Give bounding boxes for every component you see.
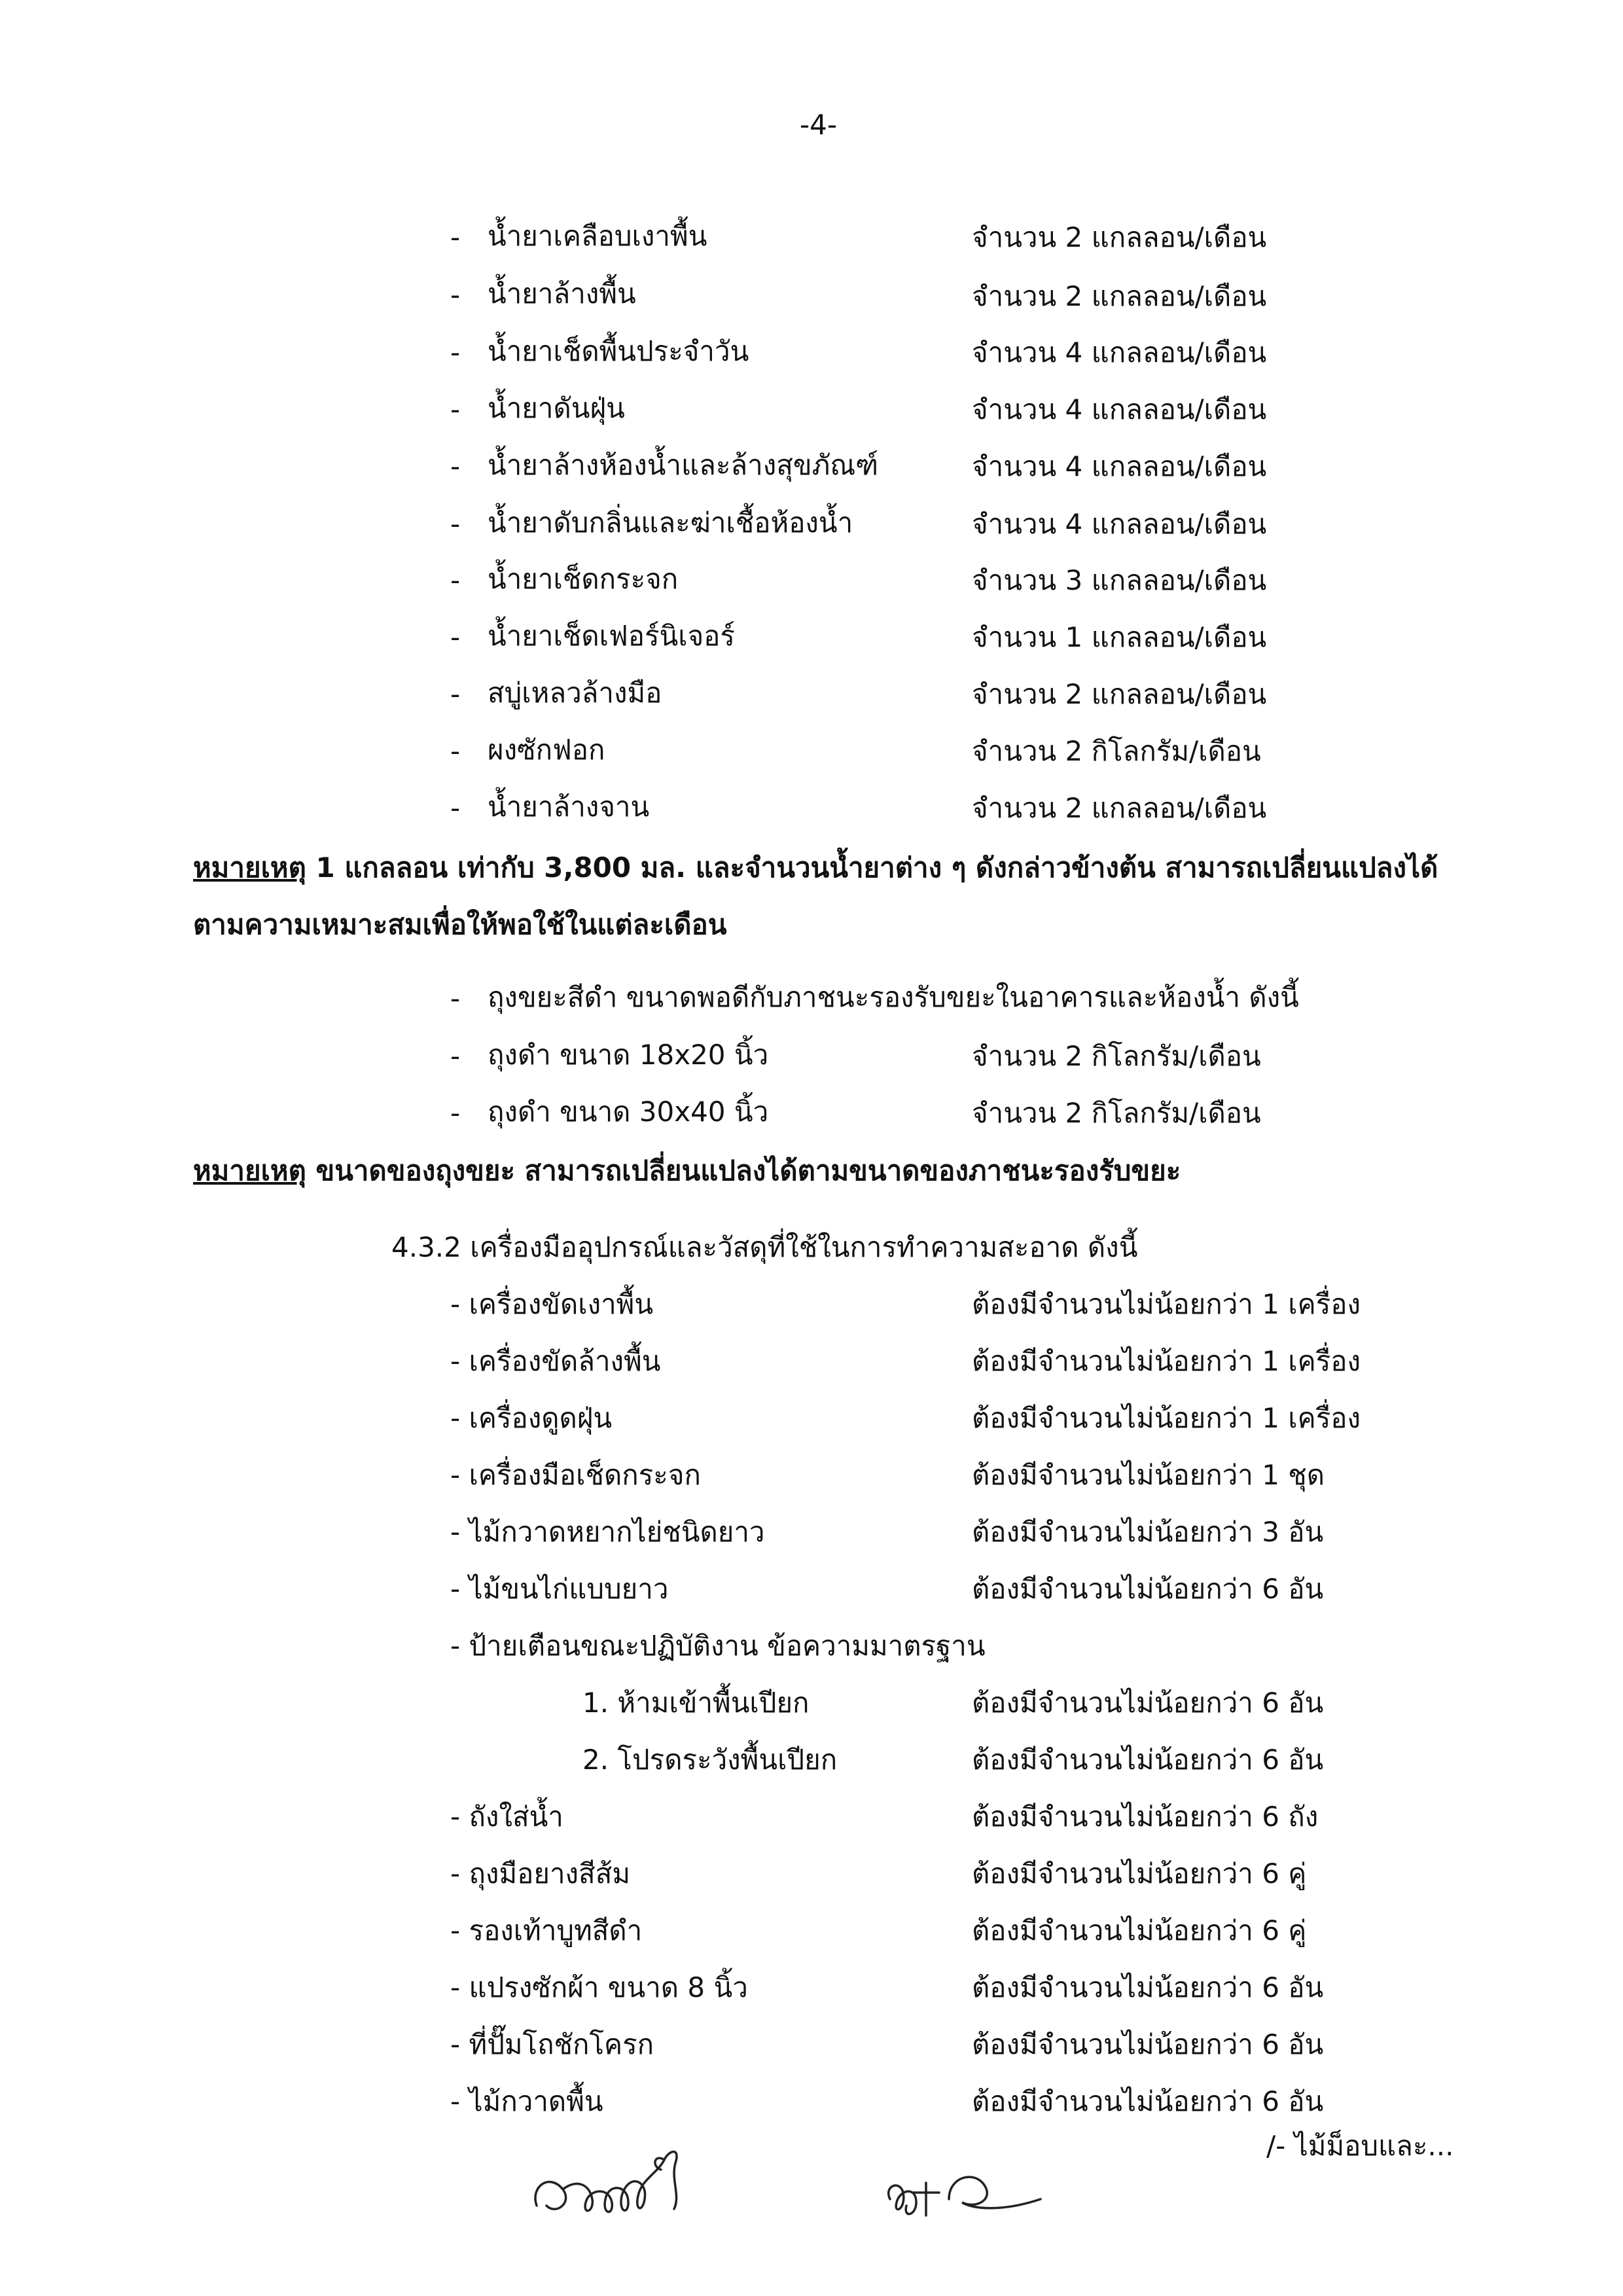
chemical-name: น้ำยาเช็ดกระจก: [488, 563, 679, 595]
chemical-quantity: จำนวน 2 แกลลอน/เดือน: [972, 678, 1267, 710]
sign-name: 1. ห้ามเข้าพื้นเปียก: [582, 1687, 810, 1719]
chemical-name: น้ำยาดับกลิ่นและฆ่าเชื้อห้องน้ำ: [488, 507, 853, 539]
page-number: -4-: [800, 109, 838, 141]
list-dash: -: [450, 1097, 461, 1129]
chemical-quantity: จำนวน 4 แกลลอน/เดือน: [972, 508, 1267, 540]
tool-quantity: ต้องมีจำนวนไม่น้อยกว่า 6 คู่: [972, 1914, 1307, 1946]
chemical-quantity: จำนวน 2 กิโลกรัม/เดือน: [972, 735, 1261, 767]
tool-name: - เครื่องขัดเงาพื้น: [450, 1288, 654, 1320]
chemical-name: น้ำยาเคลือบเงาพื้น: [488, 220, 707, 252]
chemical-quantity: จำนวน 4 แกลลอน/เดือน: [972, 336, 1267, 368]
tool-quantity: ต้องมีจำนวนไม่น้อยกว่า 6 อัน: [972, 2028, 1324, 2060]
continuation-text: /- ไม้ม็อบและ...: [1266, 2130, 1454, 2162]
list-dash: -: [450, 621, 461, 653]
list-dash: -: [450, 678, 461, 710]
chemical-name: สบู่เหลวล้างมือ: [488, 677, 662, 709]
tool-quantity: ต้องมีจำนวนไม่น้อยกว่า 6 อัน: [972, 1971, 1324, 2003]
tool-quantity: ต้องมีจำนวนไม่น้อยกว่า 1 เครื่อง: [972, 1288, 1361, 1320]
tool-name: - รองเท้าบูทสีดำ: [450, 1914, 643, 1946]
chemical-name: น้ำยาล้างพื้น: [488, 278, 636, 310]
signs-heading: - ป้ายเตือนขณะปฏิบัติงาน ข้อความมาตรฐาน: [450, 1630, 986, 1662]
chemical-name: น้ำยาดันฝุ่น: [488, 392, 625, 424]
tool-name: - เครื่องดูดฝุ่น: [450, 1402, 613, 1434]
list-dash: -: [450, 982, 461, 1014]
list-dash: -: [450, 792, 461, 824]
sign-quantity: ต้องมีจำนวนไม่น้อยกว่า 6 อัน: [972, 1744, 1324, 1776]
list-dash: -: [450, 564, 461, 596]
tool-name: - เครื่องมือเช็ดกระจก: [450, 1459, 701, 1491]
tool-name: - แปรงซักผ้า ขนาด 8 นิ้ว: [450, 1971, 748, 2003]
bag-quantity: จำนวน 2 กิโลกรัม/เดือน: [972, 1040, 1261, 1072]
list-dash: -: [450, 221, 461, 253]
tool-name: - ไม้กวาดพื้น: [450, 2085, 603, 2117]
chemical-quantity: จำนวน 2 แกลลอน/เดือน: [972, 792, 1267, 824]
tool-name: - ที่ปั๊มโถชักโครก: [450, 2028, 654, 2060]
note-bags: [193, 1157, 1181, 1185]
tool-quantity: ต้องมีจำนวนไม่น้อยกว่า 1 เครื่อง: [972, 1345, 1361, 1377]
tool-quantity: ต้องมีจำนวนไม่น้อยกว่า 3 อัน: [972, 1516, 1324, 1548]
signature-2: [877, 2153, 1060, 2232]
tool-name: - ถุงมือยางสีส้ม: [450, 1857, 631, 1890]
bags-intro: ถุงขยะสีดำ ขนาดพอดีกับภาชนะรองรับขยะในอาคารและห้องน้ำ ดังนี้: [488, 981, 1299, 1013]
tool-quantity: ต้องมีจำนวนไม่น้อยกว่า 1 เครื่อง: [972, 1402, 1361, 1434]
chemical-name: น้ำยาล้างห้องน้ำและล้างสุขภัณฑ์: [488, 449, 879, 481]
list-dash: -: [450, 1040, 461, 1072]
note-gallon: [193, 854, 1438, 882]
chemical-quantity: จำนวน 2 แกลลอน/เดือน: [972, 280, 1267, 312]
chemical-quantity: จำนวน 3 แกลลอน/เดือน: [972, 564, 1267, 596]
tool-quantity: ต้องมีจำนวนไม่น้อยกว่า 1 ชุด: [972, 1459, 1325, 1491]
chemical-quantity: จำนวน 2 แกลลอน/เดือน: [972, 221, 1267, 253]
chemical-quantity: จำนวน 4 แกลลอน/เดือน: [972, 450, 1267, 482]
tool-name: - ถังใส่น้ำ: [450, 1801, 563, 1833]
section-heading: 4.3.2 เครื่องมืออุปกรณ์และวัสดุที่ใช้ในการทำความสะอาด ดังนี้: [391, 1231, 1138, 1263]
sign-quantity: ต้องมีจำนวนไม่น้อยกว่า 6 อัน: [972, 1687, 1324, 1719]
chemical-quantity: จำนวน 1 แกลลอน/เดือน: [972, 621, 1267, 653]
list-dash: -: [450, 508, 461, 540]
bag-name: ถุงดำ ขนาด 30x40 นิ้ว: [488, 1096, 769, 1128]
tool-name: - ไม้ขนไก่แบบยาว: [450, 1573, 669, 1605]
chemical-name: น้ำยาเช็ดเฟอร์นิเจอร์: [488, 620, 735, 652]
note-gallon-continued: ตามความเหมาะสมเพื่อให้พอใช้ในแต่ละเดือน: [193, 908, 727, 941]
bag-quantity: จำนวน 2 กิโลกรัม/เดือน: [972, 1097, 1261, 1129]
chemical-quantity: จำนวน 4 แกลลอน/เดือน: [972, 393, 1267, 425]
list-dash: -: [450, 279, 461, 311]
chemical-name: น้ำยาเช็ดพื้นประจำวัน: [488, 335, 749, 367]
tool-quantity: ต้องมีจำนวนไม่น้อยกว่า 6 ถัง: [972, 1801, 1319, 1833]
tool-name: - เครื่องขัดล้างพื้น: [450, 1345, 661, 1377]
note-text: 1 แกลลอน เท่ากับ 3,800 มล. และจำนวนน้ำยาต่าง ๆ ดังกล่าวข้างต้น สามารถเปลี่ยนแปลงได้: [306, 852, 1438, 884]
list-dash: -: [450, 735, 461, 767]
list-dash: -: [450, 393, 461, 425]
chemical-name: ผงซักฟอก: [488, 734, 605, 766]
note-text: ขนาดของถุงขยะ สามารถเปลี่ยนแปลงได้ตามขนาดของภาชนะรองรับขยะ: [306, 1155, 1181, 1187]
signature-1: [524, 2134, 772, 2232]
tool-name: - ไม้กวาดหยากไย่ชนิดยาว: [450, 1516, 765, 1548]
sign-name: 2. โปรดระวังพื้นเปียก: [582, 1744, 838, 1776]
chemical-name: น้ำยาล้างจาน: [488, 791, 650, 823]
bag-name: ถุงดำ ขนาด 18x20 นิ้ว: [488, 1039, 769, 1071]
note-label: หมายเหตุ: [193, 1155, 306, 1187]
tool-quantity: ต้องมีจำนวนไม่น้อยกว่า 6 คู่: [972, 1857, 1307, 1890]
note-label: หมายเหตุ: [193, 852, 306, 884]
tool-quantity: ต้องมีจำนวนไม่น้อยกว่า 6 อัน: [972, 1573, 1324, 1605]
tool-quantity: ต้องมีจำนวนไม่น้อยกว่า 6 อัน: [972, 2085, 1324, 2117]
list-dash: -: [450, 336, 461, 368]
list-dash: -: [450, 450, 461, 482]
